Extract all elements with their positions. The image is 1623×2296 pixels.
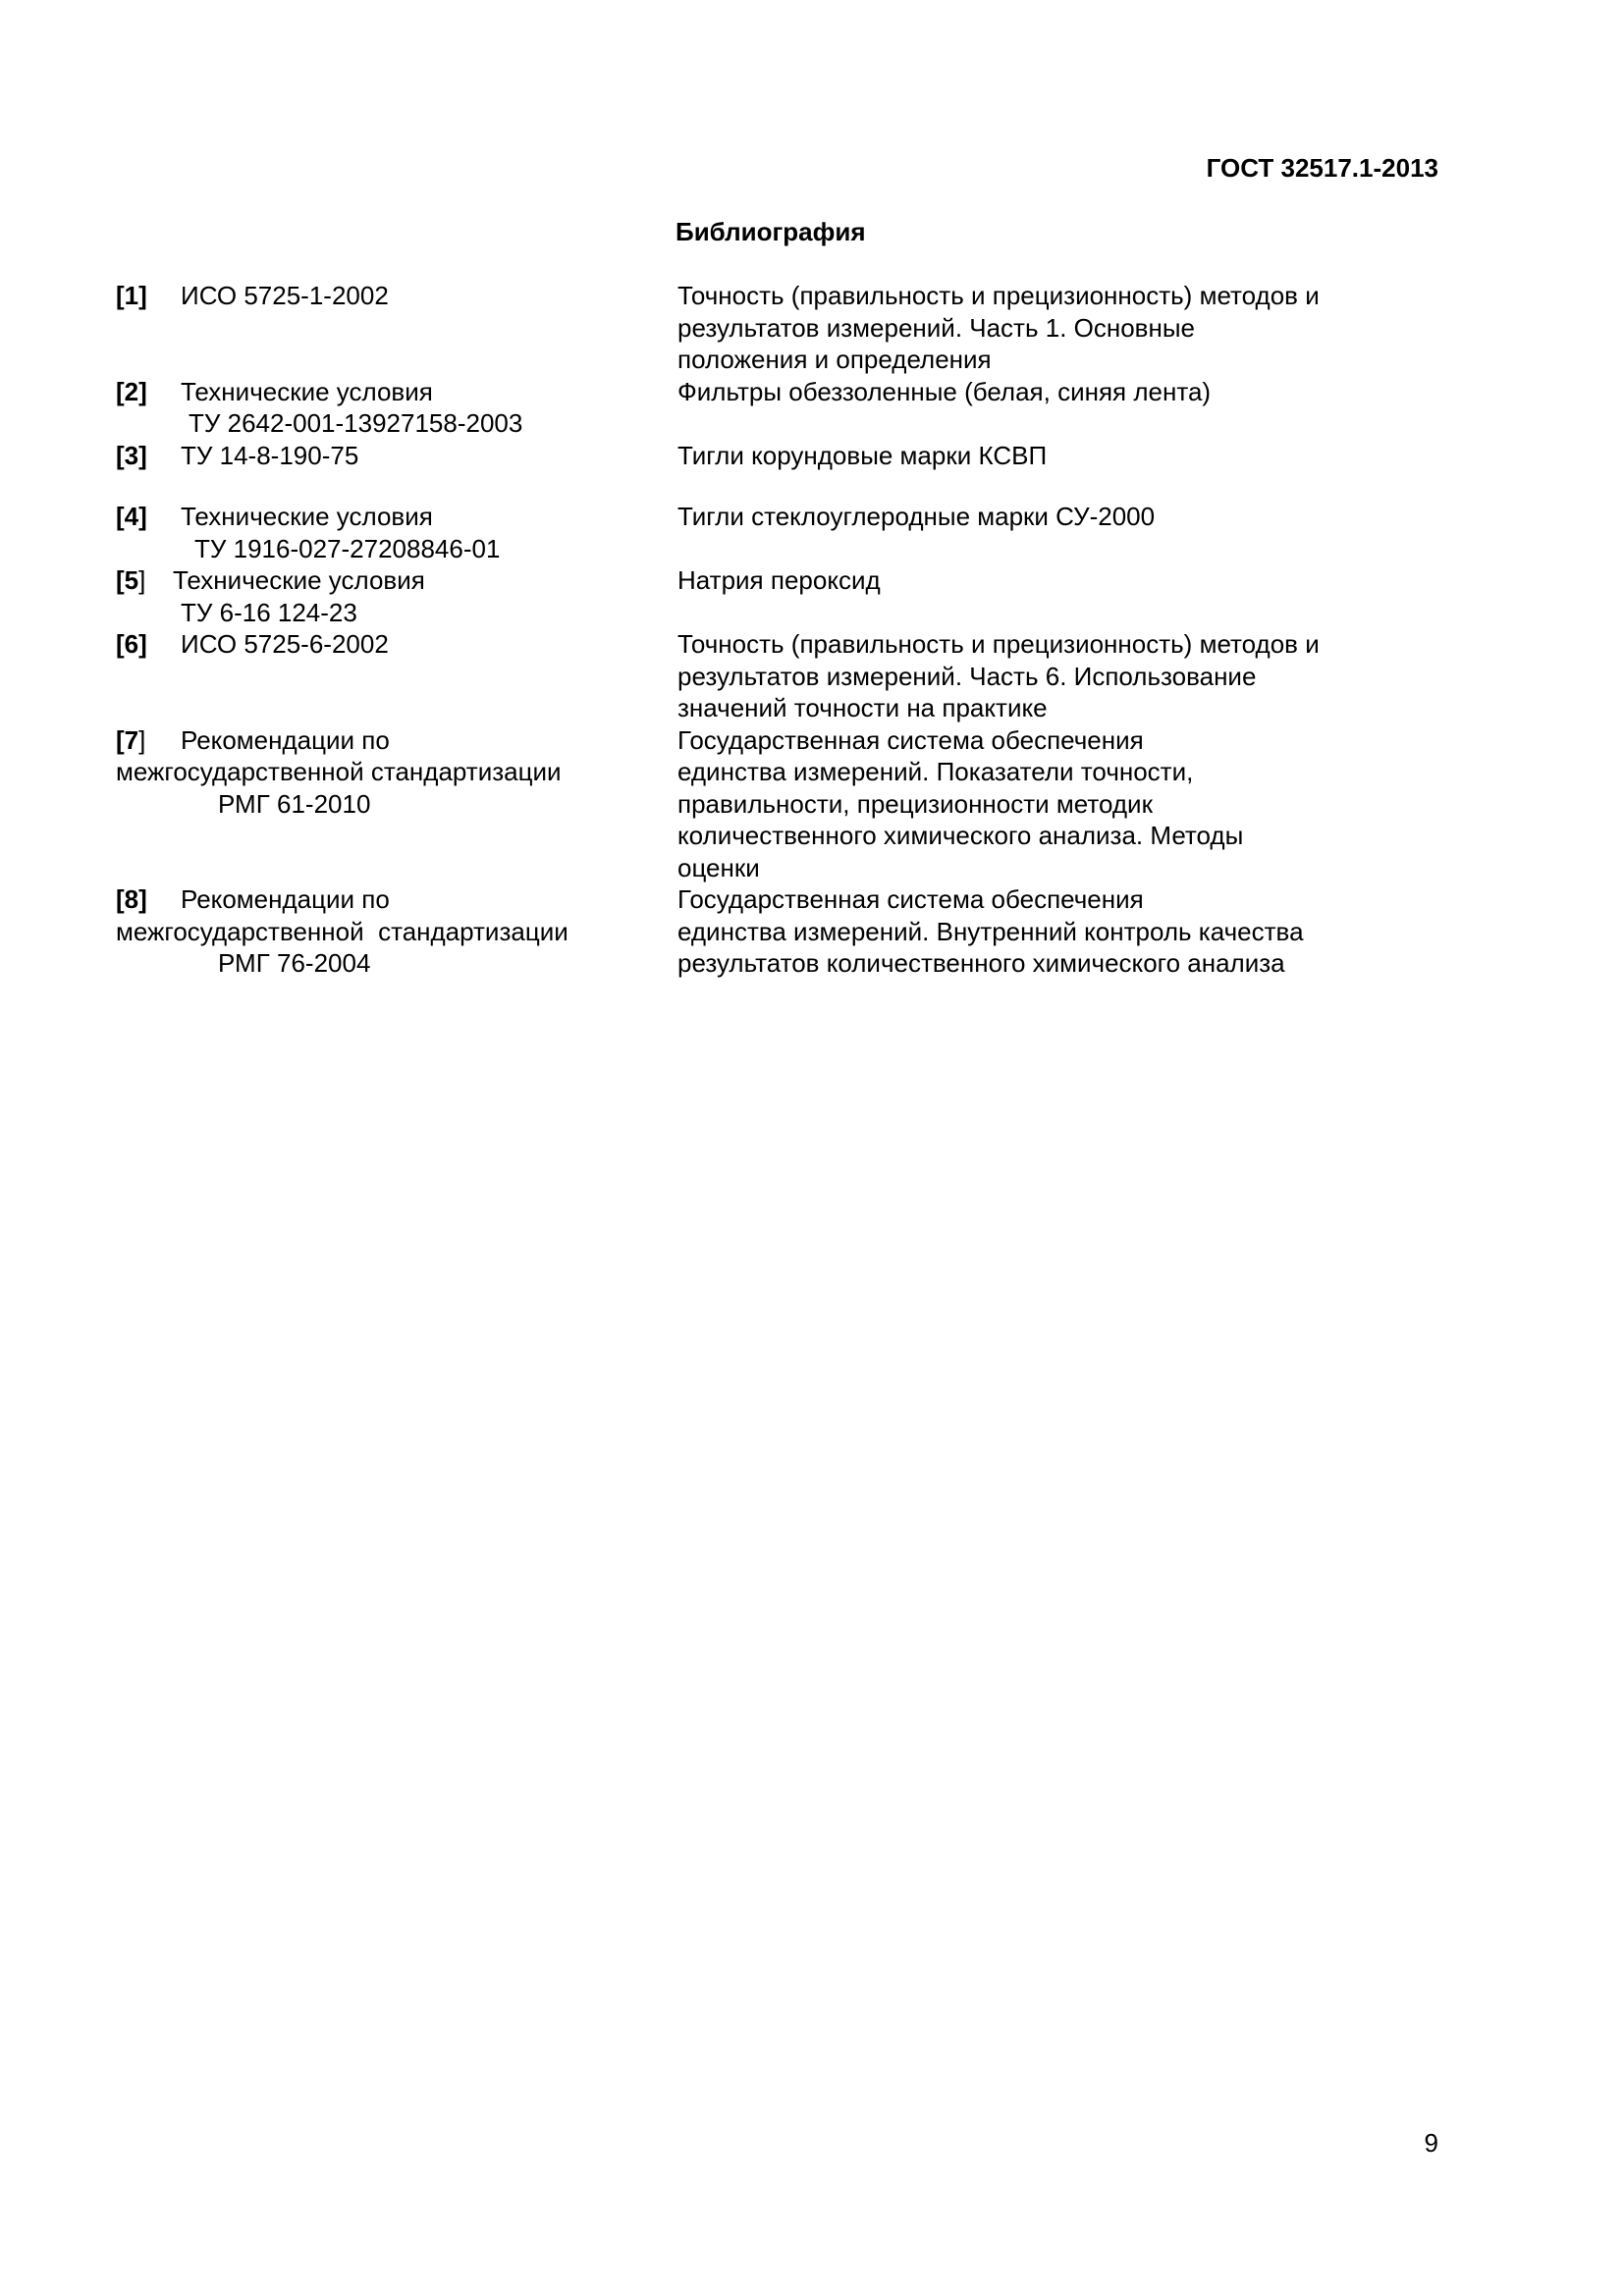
- entry-description-line: Тигли корундовые марки КСВП: [677, 440, 1048, 470]
- bibliography-entry-7: [116, 724, 1451, 884]
- entry-description-line: Натрия пероксид: [677, 565, 881, 595]
- entry-source-line: межгосударственной стандартизации: [116, 757, 562, 786]
- entry-number: [5]: [116, 565, 146, 595]
- entry-source: [116, 440, 677, 472]
- document-code: ГОСТ 32517.1-2013: [1206, 153, 1438, 183]
- entry-description: [677, 376, 1451, 440]
- entry-number: [8]: [116, 884, 147, 914]
- entry-source: [116, 564, 677, 628]
- entry-number: [1]: [116, 281, 147, 310]
- entry-source: [116, 724, 677, 884]
- entry-description-line: Точность (правильность и прецизионность) методов и: [677, 629, 1320, 659]
- entry-source-line: ТУ 2642-001-13927158-2003: [189, 408, 523, 438]
- entry-source: [116, 280, 677, 376]
- bibliography-entry-4: [116, 501, 1451, 564]
- entry-description-line: значений точности на практике: [677, 693, 1048, 722]
- entry-description-line: количественного химического анализа. Методы: [677, 821, 1244, 850]
- entry-description-line: оценки: [677, 852, 760, 882]
- entry-description-line: результатов количественного химического анализа: [677, 948, 1285, 978]
- bibliography-list: [116, 280, 1451, 980]
- bibliography-entry-8: [116, 883, 1451, 980]
- entry-source-line: Рекомендации по: [181, 884, 390, 914]
- entry-source-line: ИСО 5725-1-2002: [181, 281, 389, 310]
- entry-description: [677, 440, 1451, 472]
- entry-source-line: межгосударственной стандартизации: [116, 916, 568, 946]
- entry-number: [6]: [116, 629, 147, 659]
- entry-description: [677, 501, 1451, 564]
- entry-description-line: Тигли стеклоуглеродные марки СУ-2000: [677, 502, 1156, 531]
- entry-source-line: ТУ 14-8-190-75: [181, 440, 359, 470]
- entry-description: [677, 280, 1451, 376]
- entry-source: [116, 883, 677, 980]
- entry-source-line: Технические условия: [181, 376, 433, 406]
- entry-source-line: Технические условия: [173, 565, 425, 595]
- entry-source: [116, 501, 677, 564]
- bibliography-title: Библиография: [676, 217, 866, 246]
- entry-source-line: ИСО 5725-6-2002: [181, 629, 389, 659]
- entry-source-line: ТУ 6-16 124-23: [181, 597, 357, 627]
- entry-source: [116, 628, 677, 724]
- entry-source-line: Технические условия: [181, 502, 433, 531]
- bibliography-entry-5: [116, 564, 1451, 628]
- entry-source-line: РМГ 61-2010: [218, 788, 371, 819]
- bibliography-entry-1: [116, 280, 1451, 376]
- entry-source: [116, 376, 677, 440]
- entry-number: [3]: [116, 440, 147, 470]
- entry-description-line: правильности, прецизионности методик: [677, 788, 1153, 819]
- bibliography-entry-2: [116, 376, 1451, 440]
- entry-source-line: РМГ 76-2004: [218, 948, 371, 978]
- bibliography-entry-3: [116, 440, 1451, 472]
- entry-description: [677, 564, 1451, 628]
- entry-description-line: положения и определения: [677, 345, 992, 374]
- entry-number: [7]: [116, 724, 146, 755]
- entry-source-line: ТУ 1916-027-27208846-01: [194, 533, 501, 563]
- entry-description-line: результатов измерений. Часть 6. Использование: [677, 661, 1257, 691]
- entry-number: [2]: [116, 376, 147, 406]
- entry-description-line: единства измерений. Показатели точности,: [677, 757, 1194, 786]
- entry-description-line: результатов измерений. Часть 1. Основные: [677, 312, 1195, 343]
- bibliography-entry-6: [116, 628, 1451, 724]
- entry-description-line: Государственная система обеспечения: [677, 884, 1144, 914]
- entry-description: [677, 628, 1451, 724]
- entry-description-line: Фильтры обеззоленные (белая, синяя лента): [677, 376, 1212, 406]
- entry-description-line: Точность (правильность и прецизионность) методов и: [677, 281, 1320, 310]
- entry-spacer: [116, 471, 1451, 501]
- entry-description: [677, 883, 1451, 980]
- entry-number: [4]: [116, 502, 147, 531]
- entry-description: [677, 724, 1451, 884]
- entry-description-line: единства измерений. Внутренний контроль качества: [677, 916, 1304, 946]
- entry-description-line: Государственная система обеспечения: [677, 724, 1144, 755]
- entry-source-line: Рекомендации по: [181, 724, 390, 755]
- page-number: 9: [1424, 2128, 1438, 2158]
